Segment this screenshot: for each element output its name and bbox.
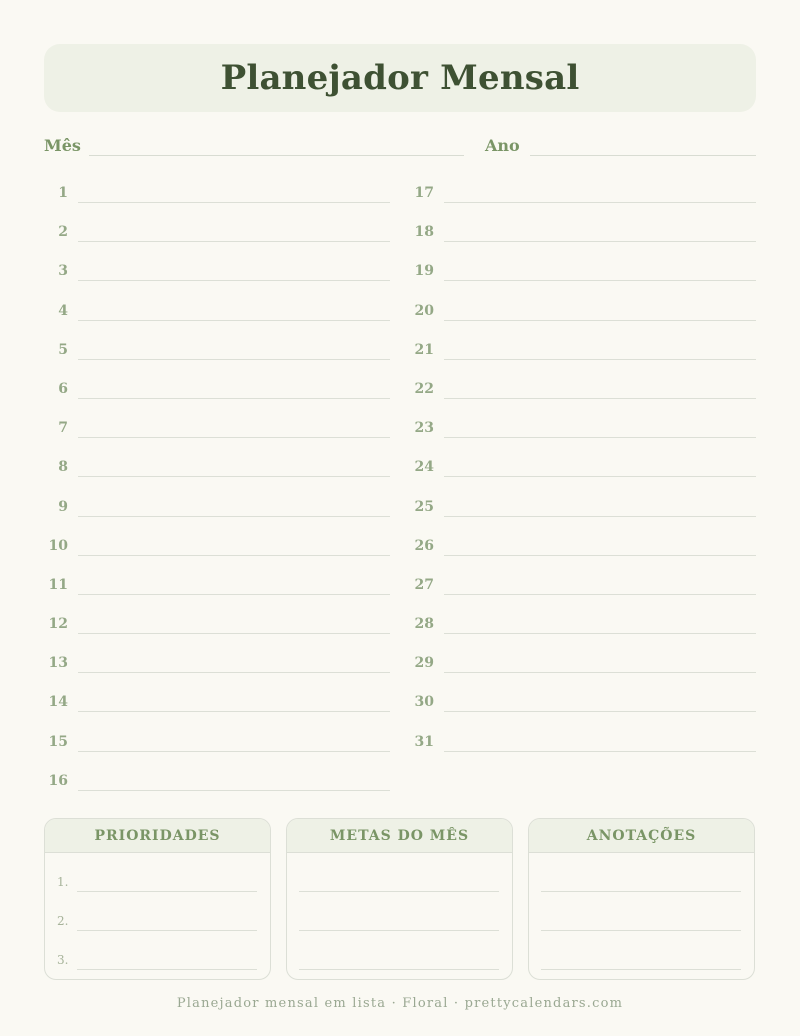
day-entry-line[interactable] — [78, 437, 390, 438]
day-number: 20 — [414, 302, 434, 319]
day-entry-line[interactable] — [444, 594, 756, 595]
day-number: 8 — [58, 459, 68, 476]
day-number: 19 — [414, 263, 434, 280]
day-number: 31 — [414, 733, 434, 750]
box-line-row — [529, 931, 754, 970]
day-entry-line[interactable] — [444, 359, 756, 360]
day-entry-line[interactable] — [78, 633, 390, 634]
day-row — [410, 724, 756, 763]
day-number: 6 — [58, 380, 68, 397]
footer-text: Planejador mensal em lista · Floral · prettycalendars.com — [176, 996, 624, 1011]
day-number: 5 — [58, 341, 68, 358]
day-number: 7 — [58, 420, 68, 437]
day-row — [44, 724, 390, 763]
box-line-row — [45, 853, 270, 892]
day-entry-line[interactable] — [444, 202, 756, 203]
box-title: ANOTAÇÕES — [529, 819, 754, 853]
day-entry-line[interactable] — [78, 555, 390, 556]
box-item-index: 2. — [57, 914, 69, 928]
day-row — [410, 332, 756, 371]
day-row — [44, 214, 390, 253]
day-row — [44, 449, 390, 488]
day-number: 21 — [414, 341, 434, 358]
day-entry-line[interactable] — [78, 320, 390, 321]
day-number: 4 — [58, 302, 68, 319]
day-entry-line[interactable] — [444, 437, 756, 438]
day-number: 28 — [414, 616, 434, 633]
box-line-row — [529, 853, 754, 892]
box-item-index: 1. — [57, 875, 69, 889]
month-label: Mês — [44, 136, 81, 155]
box-line-row — [529, 892, 754, 931]
day-row — [410, 684, 756, 723]
day-number: 10 — [48, 537, 68, 554]
goals-box — [286, 818, 513, 980]
day-row — [44, 489, 390, 528]
day-entry-line[interactable] — [444, 516, 756, 517]
year-label: Ano — [485, 136, 520, 155]
day-row — [44, 410, 390, 449]
day-row — [44, 763, 390, 802]
day-entry-line[interactable] — [78, 280, 390, 281]
day-number: 30 — [414, 694, 434, 711]
day-number: 27 — [414, 576, 434, 593]
day-number: 16 — [48, 772, 68, 789]
box-line-row — [287, 892, 512, 931]
day-entry-line[interactable] — [444, 672, 756, 673]
day-number: 25 — [414, 498, 434, 515]
day-row — [410, 293, 756, 332]
box-entry-line[interactable] — [77, 969, 257, 970]
day-entry-line[interactable] — [444, 711, 756, 712]
day-entry-line[interactable] — [78, 359, 390, 360]
day-row — [410, 528, 756, 567]
day-row — [44, 293, 390, 332]
day-row — [44, 528, 390, 567]
day-entry-line[interactable] — [78, 672, 390, 673]
day-row — [44, 253, 390, 292]
day-entry-line[interactable] — [78, 476, 390, 477]
day-row — [410, 489, 756, 528]
day-entry-line[interactable] — [78, 711, 390, 712]
day-entry-line[interactable] — [78, 398, 390, 399]
day-row — [410, 175, 756, 214]
box-title: PRIORIDADES — [45, 819, 270, 853]
box-title: METAS DO MÊS — [287, 819, 512, 853]
day-number: 13 — [48, 655, 68, 672]
day-number: 3 — [58, 263, 68, 280]
box-entry-line[interactable] — [299, 969, 499, 970]
day-number: 11 — [48, 576, 68, 593]
day-entry-line[interactable] — [444, 280, 756, 281]
box-line-row — [287, 931, 512, 970]
days-column-right — [410, 175, 756, 763]
day-entry-line[interactable] — [78, 516, 390, 517]
box-item-index: 3. — [57, 953, 69, 967]
day-row — [410, 371, 756, 410]
day-number: 23 — [414, 420, 434, 437]
box-line-row — [287, 853, 512, 892]
day-row — [410, 645, 756, 684]
day-number: 24 — [414, 459, 434, 476]
day-row — [44, 606, 390, 645]
day-number: 12 — [48, 616, 68, 633]
day-entry-line[interactable] — [78, 202, 390, 203]
day-number: 1 — [58, 185, 68, 201]
day-row — [410, 214, 756, 253]
day-number: 2 — [58, 224, 68, 241]
day-entry-line[interactable] — [444, 633, 756, 634]
day-number: 22 — [414, 380, 434, 397]
day-row — [44, 175, 390, 214]
box-line-row — [45, 931, 270, 970]
day-entry-line[interactable] — [78, 241, 390, 242]
day-number: 17 — [414, 185, 434, 201]
year-field[interactable] — [530, 155, 756, 156]
day-entry-line[interactable] — [444, 241, 756, 242]
day-entry-line[interactable] — [78, 751, 390, 752]
days-column-left — [44, 175, 390, 802]
day-number: 14 — [48, 694, 68, 711]
day-row — [44, 371, 390, 410]
day-entry-line[interactable] — [444, 751, 756, 752]
notes-box — [528, 818, 755, 980]
day-number: 18 — [414, 224, 434, 241]
day-number: 9 — [58, 498, 68, 515]
day-entry-line[interactable] — [444, 476, 756, 477]
day-row — [44, 645, 390, 684]
day-row — [410, 253, 756, 292]
month-field[interactable] — [89, 155, 464, 156]
priorities-box — [44, 818, 271, 980]
day-row — [44, 332, 390, 371]
day-row — [44, 684, 390, 723]
box-entry-line[interactable] — [541, 969, 741, 970]
month-year-row — [44, 136, 756, 160]
day-row — [410, 410, 756, 449]
day-entry-line[interactable] — [444, 398, 756, 399]
page-title: Planejador Mensal — [220, 58, 580, 98]
day-row — [44, 567, 390, 606]
day-entry-line[interactable] — [78, 790, 390, 791]
day-row — [410, 606, 756, 645]
day-number: 29 — [414, 655, 434, 672]
box-line-row — [45, 892, 270, 931]
day-number: 26 — [414, 537, 434, 554]
day-row — [410, 567, 756, 606]
day-entry-line[interactable] — [444, 320, 756, 321]
title-banner — [44, 44, 756, 112]
day-entry-line[interactable] — [78, 594, 390, 595]
day-entry-line[interactable] — [444, 555, 756, 556]
day-row — [410, 449, 756, 488]
day-number: 15 — [48, 733, 68, 750]
